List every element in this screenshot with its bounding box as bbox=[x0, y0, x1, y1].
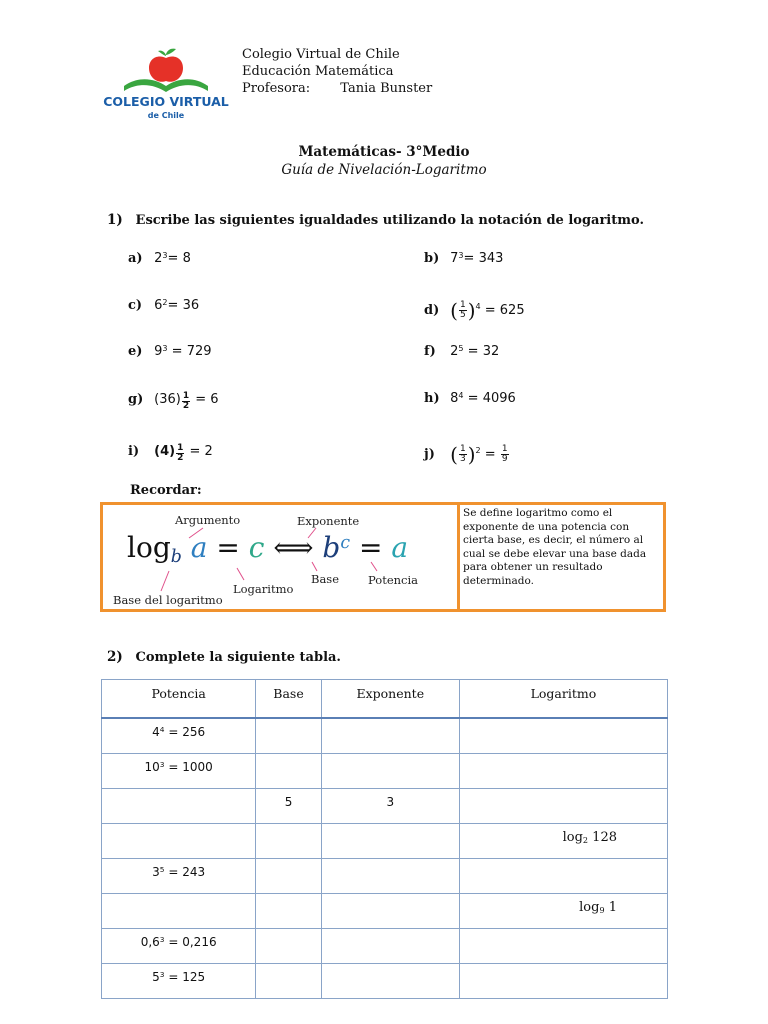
formula-base: b bbox=[322, 531, 341, 564]
cell-exponente[interactable] bbox=[321, 929, 459, 964]
exercise-letter: h) bbox=[424, 391, 440, 406]
expr-exponent: 5 bbox=[458, 343, 464, 353]
log-base: 2 bbox=[582, 836, 589, 846]
pot-result: = 0,216 bbox=[168, 935, 217, 949]
exercise-letter: c) bbox=[128, 298, 143, 313]
expr-base: 6 bbox=[154, 298, 163, 313]
exercise-c bbox=[128, 298, 199, 313]
exercise-letter: g) bbox=[128, 392, 144, 408]
exercise-a bbox=[128, 251, 191, 266]
annotation-argumento: Argumento bbox=[175, 513, 241, 527]
expr-fraction-exponent: $\frac{1}{2}$ bbox=[177, 443, 184, 463]
expr-base: 2 bbox=[450, 344, 459, 359]
cell-potencia[interactable] bbox=[102, 789, 256, 824]
header-exponente: Exponente bbox=[321, 680, 459, 719]
cell-potencia[interactable] bbox=[102, 929, 256, 964]
formula-log: log bbox=[127, 531, 171, 564]
cell-base[interactable] bbox=[256, 964, 321, 999]
cell-logaritmo[interactable]: $\log_9 1$ bbox=[459, 894, 667, 929]
table-row bbox=[102, 718, 668, 754]
pot-result: = 243 bbox=[168, 865, 206, 879]
recordar-divider bbox=[457, 505, 460, 609]
pot-base: 5 bbox=[152, 970, 160, 984]
table-row bbox=[102, 894, 668, 929]
logarithm-definition: Se define logaritmo como el exponente de una potencia con cierta base, es decir, el número al cual se debe elevar una base dada para obtener un resultado determinado. bbox=[463, 507, 647, 587]
exercise-g bbox=[128, 392, 219, 411]
log-formula bbox=[127, 531, 409, 568]
logo-text: COLEGIO VIRTUAL bbox=[103, 94, 229, 109]
cell-logaritmo[interactable] bbox=[459, 789, 667, 824]
pot-base: 10 bbox=[144, 760, 160, 774]
cell-potencia[interactable] bbox=[102, 718, 256, 754]
formula-argument: a bbox=[190, 531, 208, 564]
expr-exponent: 3 bbox=[162, 250, 168, 260]
cell-potencia[interactable] bbox=[102, 824, 256, 859]
expr-base: 2 bbox=[154, 251, 163, 266]
expr-result: = 729 bbox=[167, 344, 212, 359]
exercise-letter: f) bbox=[424, 344, 436, 359]
recordar-box bbox=[100, 502, 666, 612]
cell-logaritmo[interactable] bbox=[459, 859, 667, 894]
page-subtitle: Guía de Nivelación-Logaritmo bbox=[281, 162, 487, 178]
table-row bbox=[102, 789, 668, 824]
cell-exponente[interactable] bbox=[321, 824, 459, 859]
annotation-base: Base bbox=[311, 572, 340, 586]
cell-exponente[interactable] bbox=[321, 964, 459, 999]
pot-base: 0,6 bbox=[140, 935, 160, 949]
result-fraction: $\frac{1}{9}$ bbox=[501, 443, 508, 464]
cell-potencia[interactable] bbox=[102, 964, 256, 999]
question-1-heading bbox=[107, 212, 644, 228]
recordar-label: Recordar: bbox=[130, 483, 202, 498]
table-header-row bbox=[102, 680, 668, 719]
table-row bbox=[102, 824, 668, 859]
expr-fraction-exponent: $\frac{1}{2}$ bbox=[182, 391, 190, 411]
pot-result: = 1000 bbox=[168, 760, 213, 774]
cell-base[interactable] bbox=[256, 894, 321, 929]
expr-base: (4) bbox=[154, 444, 176, 460]
department: Educación Matemática bbox=[242, 64, 394, 79]
exercise-letter: d) bbox=[424, 302, 440, 318]
professor-label: Profesora: bbox=[242, 81, 311, 96]
question-2-number: 2) bbox=[107, 649, 123, 665]
expr-exponent: 3 bbox=[458, 250, 464, 260]
expr-result: = 343 bbox=[463, 251, 504, 266]
exercise-b bbox=[424, 251, 503, 266]
exercise-letter: a) bbox=[128, 251, 143, 266]
cell-exponente[interactable] bbox=[321, 894, 459, 929]
cell-logaritmo[interactable]: $\log_2 128$ bbox=[459, 824, 667, 859]
cell-base[interactable] bbox=[256, 859, 321, 894]
log-base: 9 bbox=[599, 906, 605, 916]
pot-base: 4 bbox=[152, 725, 160, 739]
annotation-potencia: Potencia bbox=[368, 573, 419, 587]
header-base: Base bbox=[256, 680, 321, 719]
arrow-base-logaritmo bbox=[161, 571, 169, 591]
formula-iff: ⟺ bbox=[273, 531, 314, 564]
formula-power: a bbox=[391, 531, 409, 564]
expr-exponent: 4 bbox=[475, 302, 481, 312]
arrow-logaritmo bbox=[237, 568, 244, 580]
log-argument: 1 bbox=[608, 900, 617, 915]
pot-exponent: 5 bbox=[159, 865, 165, 875]
cell-exponente[interactable] bbox=[321, 718, 459, 754]
exercise-j: j) ( $\frac{1}{3}$ )$^2$ = $\frac{1}{9}$ bbox=[424, 442, 508, 466]
expr-result: = bbox=[484, 446, 496, 462]
pot-exponent: 3 bbox=[159, 970, 165, 980]
cell-exponente[interactable] bbox=[321, 859, 459, 894]
pot-base: 3 bbox=[152, 865, 160, 879]
expr-exponent: 4 bbox=[458, 390, 464, 400]
exercise-letter: e) bbox=[128, 344, 143, 359]
question-1-number: 1) bbox=[107, 212, 123, 228]
pot-exponent: 4 bbox=[159, 725, 165, 735]
formula-logarithm: c bbox=[248, 531, 265, 564]
table-row bbox=[102, 929, 668, 964]
exercise-d: d) ( $\frac{1}{5}$ )$^4$ = 625 bbox=[424, 298, 525, 322]
pot-result: = 256 bbox=[168, 725, 206, 739]
exercise-letter: b) bbox=[424, 251, 440, 266]
expr-exponent: 2 bbox=[162, 297, 168, 307]
pot-exponent: 3 bbox=[159, 935, 165, 945]
exercise-h bbox=[424, 391, 516, 406]
formula-equals: = bbox=[216, 531, 240, 564]
expr-fraction: $\frac{1}{3}$ bbox=[459, 443, 466, 464]
expr-result: = 36 bbox=[167, 298, 200, 313]
table-row bbox=[102, 754, 668, 789]
exercise-letter: i) bbox=[128, 444, 140, 460]
cell-exponente[interactable] bbox=[321, 754, 459, 789]
pot-exponent: 3 bbox=[159, 760, 165, 770]
cell-potencia[interactable] bbox=[102, 894, 256, 929]
cell-base[interactable]: 5 bbox=[256, 789, 321, 824]
header-logaritmo: Logaritmo bbox=[459, 680, 667, 719]
expr-base: 7 bbox=[450, 251, 459, 266]
expr-result: = 625 bbox=[484, 302, 525, 318]
expr-fraction: $\frac{1}{5}$ bbox=[459, 299, 466, 320]
logarithm-table bbox=[101, 679, 668, 999]
cell-base[interactable] bbox=[256, 824, 321, 859]
expr-base: 8 bbox=[450, 391, 459, 406]
exercise-f bbox=[424, 344, 499, 359]
formula-equals-2: = bbox=[358, 531, 383, 564]
header-info bbox=[242, 46, 432, 97]
formula-log-base: b bbox=[170, 547, 182, 568]
expr-exponent: 2 bbox=[475, 446, 481, 456]
cell-base[interactable] bbox=[256, 718, 321, 754]
logo-subtext: de Chile bbox=[147, 111, 185, 120]
cell-logaritmo[interactable] bbox=[459, 964, 667, 999]
expr-result: = 4096 bbox=[463, 391, 516, 406]
professor-name: Tania Bunster bbox=[340, 81, 433, 96]
question-2-heading bbox=[107, 649, 341, 665]
page-title: Matemáticas- 3°Medio bbox=[298, 144, 470, 160]
expr-base: 9 bbox=[154, 344, 163, 359]
professor-line bbox=[242, 80, 432, 97]
pot-result: = 125 bbox=[168, 970, 206, 984]
header-potencia: Potencia bbox=[102, 680, 256, 719]
annotation-logaritmo: Logaritmo bbox=[233, 582, 294, 596]
expr-base: (36) bbox=[154, 392, 181, 408]
exercise-letter: j) bbox=[424, 446, 435, 462]
expr-result: = 8 bbox=[167, 251, 191, 266]
question-1-text: Escribe las siguientes igualdades utilizando la notación de logaritmo. bbox=[135, 213, 644, 228]
cell-base[interactable] bbox=[256, 754, 321, 789]
exercise-i bbox=[128, 444, 213, 463]
expr-exponent: 3 bbox=[162, 343, 168, 353]
formula-exponent: c bbox=[340, 533, 351, 554]
school-name: Colegio Virtual de Chile bbox=[242, 47, 400, 62]
expr-result: = 2 bbox=[185, 444, 213, 460]
question-2-text: Complete la siguiente tabla. bbox=[135, 650, 341, 665]
annotation-exponente: Exponente bbox=[297, 514, 360, 528]
cell-logaritmo[interactable] bbox=[459, 718, 667, 754]
cell-logaritmo[interactable] bbox=[459, 929, 667, 964]
cell-potencia[interactable] bbox=[102, 859, 256, 894]
cell-logaritmo[interactable] bbox=[459, 754, 667, 789]
expr-result: = 32 bbox=[463, 344, 500, 359]
table-row bbox=[102, 964, 668, 999]
exercise-e bbox=[128, 344, 212, 359]
cell-base[interactable] bbox=[256, 929, 321, 964]
cell-potencia[interactable] bbox=[102, 754, 256, 789]
school-logo bbox=[103, 46, 229, 126]
annotation-base-logaritmo: Base del logaritmo bbox=[113, 593, 223, 607]
cell-exponente[interactable]: 3 bbox=[321, 789, 459, 824]
log-argument: 128 bbox=[592, 830, 617, 845]
expr-result: = 6 bbox=[191, 392, 219, 408]
table-row bbox=[102, 859, 668, 894]
